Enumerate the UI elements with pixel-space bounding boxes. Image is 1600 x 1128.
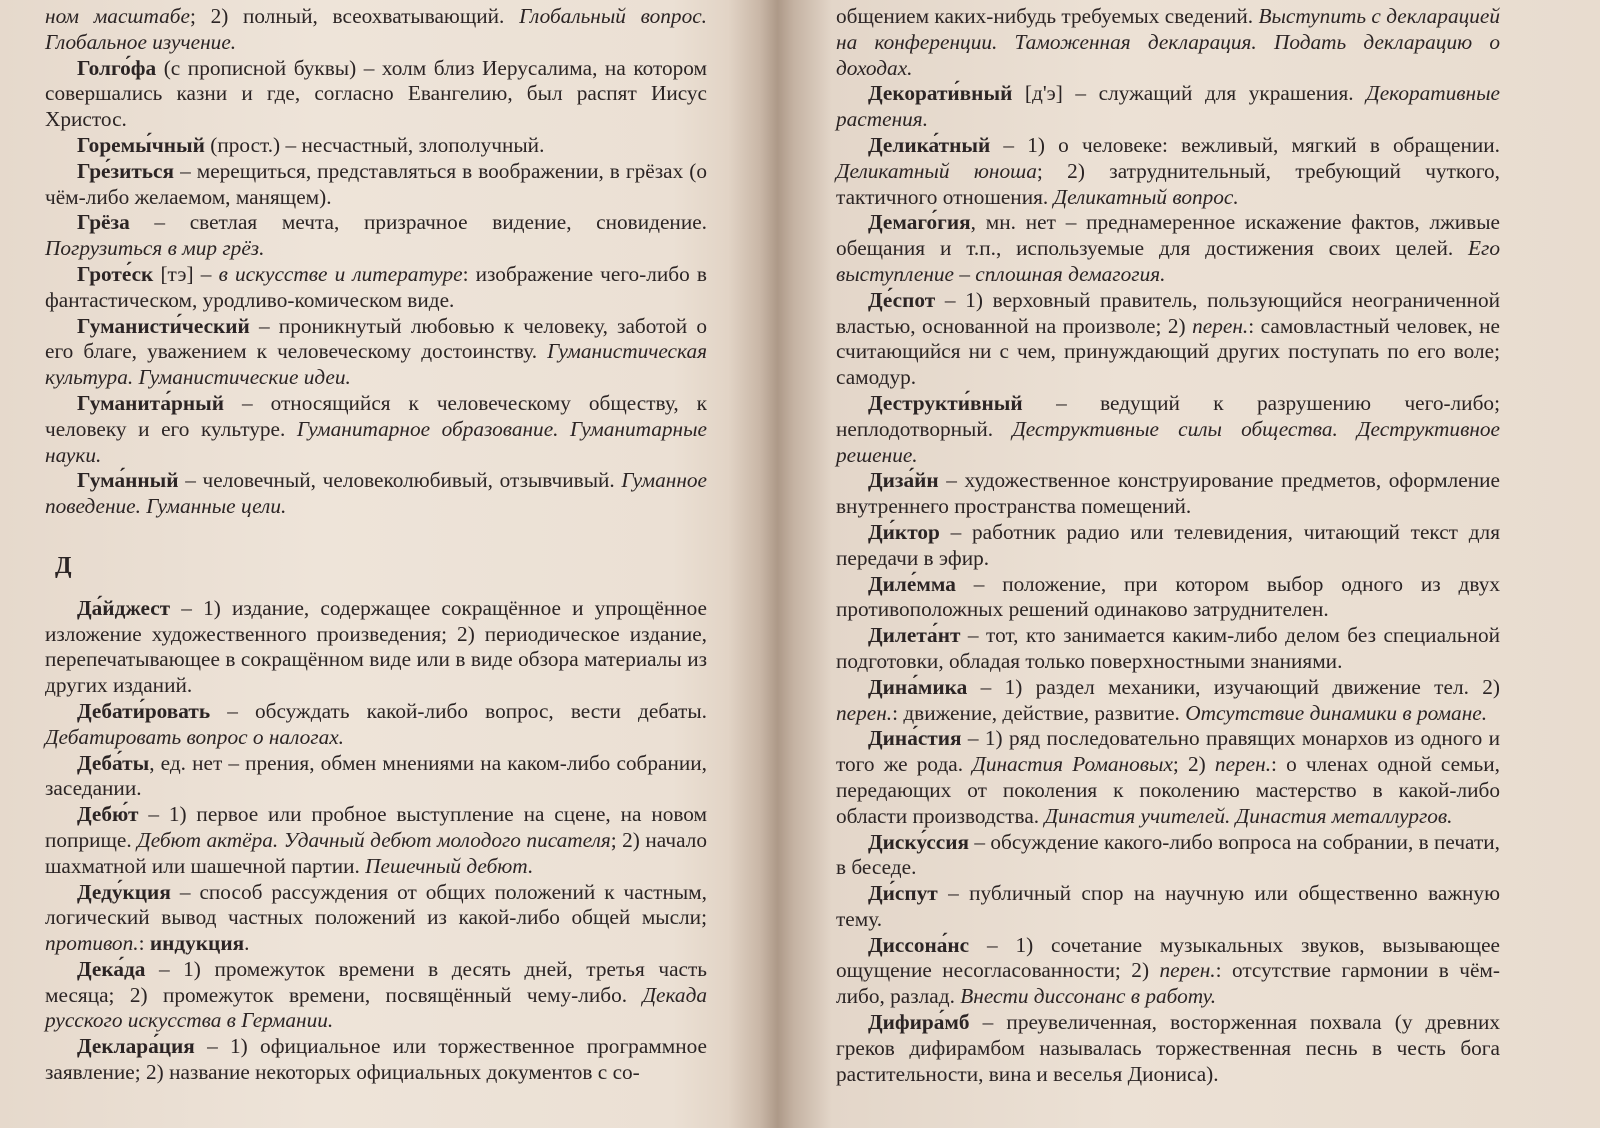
entries-g [45,4,707,520]
definition-text: [д'э] – служащий для украшения. [1012,81,1367,106]
dictionary-entry [836,726,1500,829]
dictionary-entry [836,391,1500,468]
dictionary-entry [45,262,707,314]
dictionary-entry [45,596,707,699]
headword: Ди́ктор [868,519,940,544]
definition-text: ; 2) начало шахматной или шашечной партии. [45,827,707,878]
definition-text: – проникнутый любовью к человеку, заботой о его благе, уважением к человеческому достоинству. [45,313,707,364]
example-text: Пешечный дебют. [365,853,534,878]
example-text: Отсутствие динамики в романе. [1185,700,1488,725]
headword: Гуманита́рный [77,390,225,415]
definition-text: – публичный спор на научную или общественно важную тему. [836,881,1500,931]
headword: Деклара́ция [77,1034,195,1059]
example-text: Династия Романовых [972,752,1173,777]
headword: Ди́спут [868,881,938,906]
dictionary-entry [45,802,707,879]
left-page [45,4,707,1086]
headword: Гроте́ск [77,261,154,286]
definition-text: – 1) верховный правитель, пользующийся неограниченной властью, основанной на произволе; 2) [836,287,1500,338]
example-text: Деликатный вопрос. [1053,184,1239,209]
headword: Грёза [77,210,130,235]
dictionary-entry [836,520,1500,572]
headword: Диза́йн [868,468,939,493]
definition-text: – 1) официальное или торжественное программное заявление; 2) название некоторых официальных документов с со- [45,1034,707,1085]
headword: Де́спот [868,287,936,312]
dictionary-entry [45,468,707,520]
example-text: перен. [836,700,893,725]
definition-text: – светлая мечта, призрачное видение, сновидение. [129,210,707,235]
example-text: ном масштабе [45,4,190,28]
example-text: Деструктивные силы общества. Деструктивное решение. [836,416,1500,467]
headword: Деду́кция [77,879,171,904]
headword: Дебю́т [77,802,139,827]
example-text: Дебатировать вопрос о налогах. [45,724,344,749]
example-text: Погрузиться в мир грёз. [45,236,265,261]
definition-text: – художественное конструирование предметов, оформление внутреннего пространства помещений. [836,468,1500,519]
definition-text: : изображение чего-либо в фантастическом, уродливо-комическом виде. [45,261,707,312]
entries-d [45,596,707,1086]
headword: Диску́ссия [868,829,970,854]
headword: Да́йджест [77,595,171,620]
headword: Гума́нный [77,468,179,493]
definition-text: . [244,931,250,956]
dictionary-entry [836,133,1500,210]
definition-text: : движение, действие, развитие. [892,700,1186,725]
dictionary-entry [836,4,1500,81]
definition-text: – 1) о человеке: вежливый, мягкий в обращении. [990,132,1500,157]
headword: Декорати́вный [868,81,1013,106]
definition-text: – 1) сочетание музыкальных звуков, вызывающее ощущение несогласованности; 2) [836,932,1500,983]
headword: Деба́ты [77,750,150,775]
headword: Диле́мма [868,571,956,596]
dictionary-entry [836,468,1500,520]
definition-text: – преувеличенная, восторженная похвала (у древних греков дифирамбом называлась торжественная песнь в честь бога растительности, вина и веселья Диониса). [836,1010,1500,1086]
example-text: Глобальный вопрос. Глобальное изучение. [45,4,707,54]
dictionary-entry [45,133,707,159]
dictionary-entry [45,210,707,262]
example-text: Декоративные растения. [836,81,1500,132]
headword: Дебати́ровать [77,698,211,723]
headword: Демаго́гия [868,210,971,235]
example-text: противоп. [45,931,139,956]
headword: Деструкти́вный [868,390,1023,415]
entries-d-continued [836,4,1500,1087]
dictionary-entry [836,675,1500,727]
dictionary-entry [45,751,707,803]
dictionary-entry [836,623,1500,675]
dictionary-entry [836,572,1500,624]
example-text: Гуманное поведение. Гуманные цели. [45,468,707,519]
dictionary-entry [45,4,707,56]
dictionary-entry [836,830,1500,882]
example-text: в искусстве и литературе [218,261,463,286]
definition-text: – человечный, человеколюбивый, отзывчивый. [178,468,622,493]
headword: Горемы́чный [77,132,205,157]
dictionary-entry [45,1034,707,1086]
example-text: Гуманистическая культура. Гуманистические идеи. [45,339,707,390]
definition-text: : о членах одной семьи, передающих от поколения к поколению мастерство в какой-либо области производства. [836,752,1500,828]
definition-text: (с прописной буквы) – холм близ Иерусалима, на котором совершались казни и где, согласно Евангелию, был распят Иисус Христос. [45,55,707,132]
dictionary-entry [836,1010,1500,1087]
definition-text: : [138,931,150,956]
definition-text: – 1) промежуток времени в десять дней, третья часть месяца; 2) промежуток времени, посвящённый чему-либо. [45,956,707,1007]
definition-text: : самовластный человек, не считающийся ни с чем, принуждающий других поступать по его воле; самодур. [836,313,1501,390]
definition-text: ; 2) затруднительный, требующий чуткого, тактичного отношения. [836,158,1500,209]
example-text: перен. [1192,313,1249,338]
dictionary-entry [45,880,707,957]
definition-text: , мн. нет – преднамеренное искажение фактов, лживые обещания и т.п., используемые для достижения своих целей. [836,210,1500,261]
headword: Делика́тный [868,132,991,157]
definition-text: – работник радио или телевидения, читающий текст для передачи в эфир. [836,519,1500,570]
headword: Дилета́нт [868,623,961,648]
dictionary-entry [836,288,1500,391]
definition-text: – ведущий к разрушению чего-либо; неплодотворный. [836,390,1500,441]
right-page [836,4,1500,1087]
headword: Дина́мика [868,674,968,699]
definition-text: – мерещиться, представляться в воображении, в грёзах (о чём-либо желаемом, манящем). [45,158,707,209]
definition-text: (прост.) – несчастный, злополучный. [204,132,545,157]
dictionary-entry [45,159,707,211]
definition-text: – 1) ряд последовательно правящих монархов из одного и того же рода. [836,726,1500,777]
example-text: Выступить с декларацией на конференции. Таможенная декларация. Подать декларацию о доходах. [836,4,1500,80]
example-text: Внести диссонанс в работу. [960,984,1217,1009]
definition-text: – относящийся к человеческому обществу, к человеку и его культуре. [45,390,707,441]
headword: индукция [149,931,245,956]
dictionary-entry [45,391,707,468]
definition-text: – положение, при котором выбор одного из двух противоположных решений одинаково затруднителен. [836,571,1500,622]
definition-text: ; 2) [1172,752,1215,777]
definition-text: – 1) раздел механики, изучающий движение тел. 2) [967,674,1500,699]
definition-text: – обсуждение какого-либо вопроса на собрании, в печати, в беседе. [836,829,1500,880]
example-text: Деликатный юноша [836,158,1037,183]
headword: Гуманисти́ческий [77,313,250,338]
example-text: Династия учителей. Династия металлургов. [1044,803,1453,828]
headword: Дифира́мб [868,1010,970,1035]
definition-text: – обсуждать какой-либо вопрос, вести дебаты. [210,698,707,723]
definition-text: – способ рассуждения от общих положений к частным, логический вывод частных положений из какой-либо общей мысли; [45,879,707,930]
definition-text: ; 2) полный, всеохватывающий. [189,4,520,28]
dictionary-entry [836,210,1500,287]
dictionary-entry [836,933,1500,1010]
headword: Дека́да [77,956,146,981]
definition-text: – тот, кто занимается каким-либо делом без специальной подготовки, обладая только поверхностными знаниями. [836,623,1500,673]
example-text: перен. [1214,752,1272,777]
dictionary-entry [45,699,707,751]
letter-heading: Д [55,552,72,579]
definition-text: – 1) первое или пробное выступление на сцене, на новом поприще. [45,802,707,852]
example-text: перен. [1159,958,1216,983]
dictionary-entry [836,881,1500,933]
headword: Дина́стия [868,726,962,751]
dictionary-entry [836,81,1500,133]
headword: Диссона́нс [868,932,970,957]
dictionary-entry [45,56,707,133]
definition-text: [тэ] – [153,261,219,286]
dictionary-entry [45,957,707,1034]
definition-text: , ед. нет – прения, обмен мнениями на каком-либо собрании, заседании. [45,750,707,801]
definition-text: общением каких-нибудь требуемых сведений. [836,4,1259,28]
definition-text: – 1) издание, содержащее сокращённое и упрощённое изложение художественного произведения; 2) периодическое издание, перепечатывающее в сокращённом виде или в виде обзора материалы из других изданий. [45,595,707,698]
dictionary-entry [45,314,707,391]
headword: Гре́зиться [77,158,175,183]
example-text: Его выступление – сплошная демагогия. [836,236,1500,286]
example-text: Декада русского искусства в Германии. [45,982,707,1033]
definition-text: : отсутствие гармонии в чём-либо, разлад. [836,958,1500,1009]
example-text: Дебют актёра. Удачный дебют молодого писателя [137,827,611,852]
example-text: Гуманитарное образование. Гуманитарные науки. [45,416,707,467]
headword: Голго́фа [77,55,157,80]
